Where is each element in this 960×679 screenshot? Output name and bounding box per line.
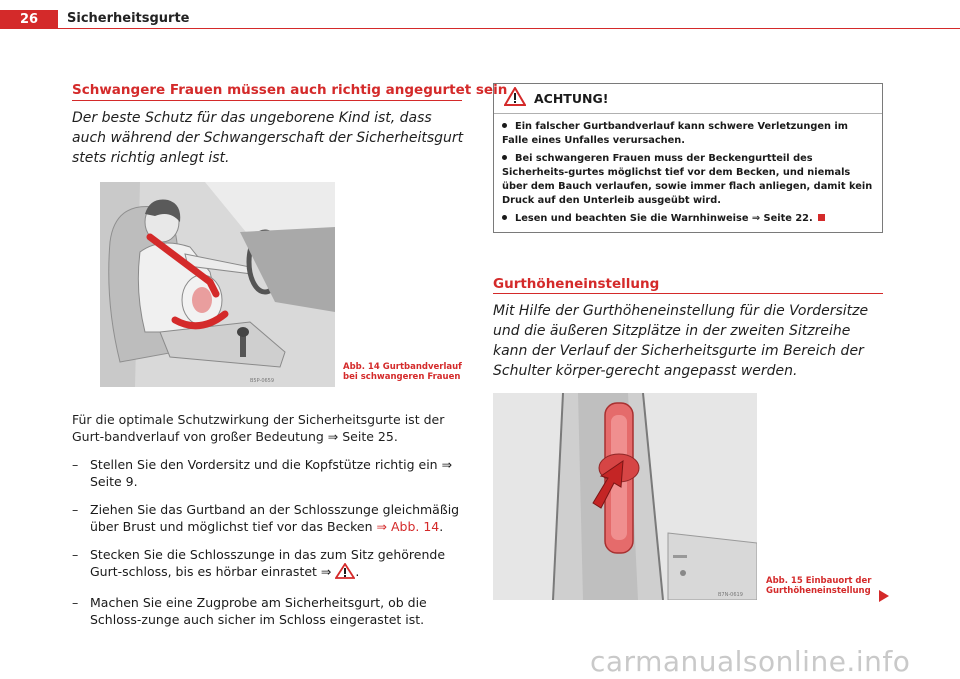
figure-14-illustration [100, 182, 335, 387]
list-item: Bei schwangeren Frauen muss der Beckengurtteil des Sicherheits-gurtes möglichst tief vor dem Becken, und niemals über dem Bauch verlaufen, sowie immer flach anliegen, damit kein Druck auf den Unterleib ausgeübt wird. [502, 153, 873, 206]
page-number: 26 [0, 10, 58, 29]
figure-belt-height-adjuster [493, 393, 757, 600]
warning-title: ACHTUNG! [534, 91, 609, 106]
warning-triangle-icon [504, 87, 526, 110]
header-rule [58, 28, 960, 29]
list-item: – Ziehen Sie das Gurtband an der Schlosszunge gleichmäßig über Brust und möglichst tief vor das Becken ⇒ Abb. 14. [72, 502, 460, 534]
list-item: – Stecken Sie die Schlosszunge in das zum Sitz gehörende Gurt-schloss, bis es hörbar einrastet ⇒ . [72, 546, 467, 583]
figure-15-caption: Abb. 15 Einbauort der Gurthöheneinstellung [766, 576, 872, 596]
warning-triangle-icon[interactable] [335, 563, 355, 583]
section-lead-pregnant: Der beste Schutz für das ungeborene Kind ist, dass auch während der Schwangerschaft der Sicherheitsgurt stets richtig anlegt ist. [72, 110, 464, 166]
section-heading-height-adjust: Gurthöheneinstellung [493, 276, 660, 292]
section-rule [493, 293, 883, 294]
figure-15-illustration [493, 393, 757, 600]
step-list [72, 456, 467, 639]
figure-pregnant-seatbelt [100, 182, 335, 387]
section-lead-height-adjust: Mit Hilfe der Gurthöheneinstellung für die Vordersitze und die äußeren Sitzplätze in der zweiten Sitzreihe kann der Verlauf der Sicherheitsgurte im Bereich der Schulter körper-gerecht angepasst werden. [493, 303, 869, 379]
warning-header [494, 84, 882, 114]
bullet-icon [502, 215, 507, 220]
section-body-pregnant: Für die optimale Schutzwirkung der Sicherheitsgurte ist der Gurt-bandverlauf von großer Bedeutung ⇒ Seite 25. [72, 412, 445, 444]
watermark: carmanualsonline.info [590, 645, 911, 678]
link-abb-14[interactable]: ⇒ Abb. 14 [376, 519, 440, 534]
figure-15-code: B7N-0619 [718, 592, 743, 598]
bullet-icon [502, 155, 507, 160]
figure-14-code: B5P-0659 [250, 378, 275, 384]
list-item: Lesen und beachten Sie die Warnhinweise ⇒ Seite 22. [502, 212, 874, 226]
figure-14-caption: Abb. 14 Gurtbandverlauf bei schwangeren Frauen [343, 362, 462, 382]
section-heading-pregnant: Schwangere Frauen müssen auch richtig angegurtet sein [72, 82, 508, 98]
end-mark-icon [818, 214, 825, 221]
list-item: Ein falscher Gurtbandverlauf kann schwere Verletzungen im Falle eines Unfalles verursachen. [502, 121, 848, 146]
list-item: – Stellen Sie den Vordersitz und die Kopfstütze richtig ein ⇒ Seite 9. [72, 457, 453, 489]
warning-list [494, 114, 882, 226]
bullet-icon [502, 123, 507, 128]
page-title: Sicherheitsgurte [67, 11, 190, 26]
next-page-arrow-icon[interactable] [878, 588, 890, 607]
list-item: – Machen Sie eine Zugprobe am Sicherheitsgurt, ob die Schloss-zunge auch sicher im Schloss eingerastet ist. [72, 595, 427, 627]
page-header [0, 0, 960, 29]
section-rule [72, 100, 462, 101]
warning-box [493, 83, 883, 233]
